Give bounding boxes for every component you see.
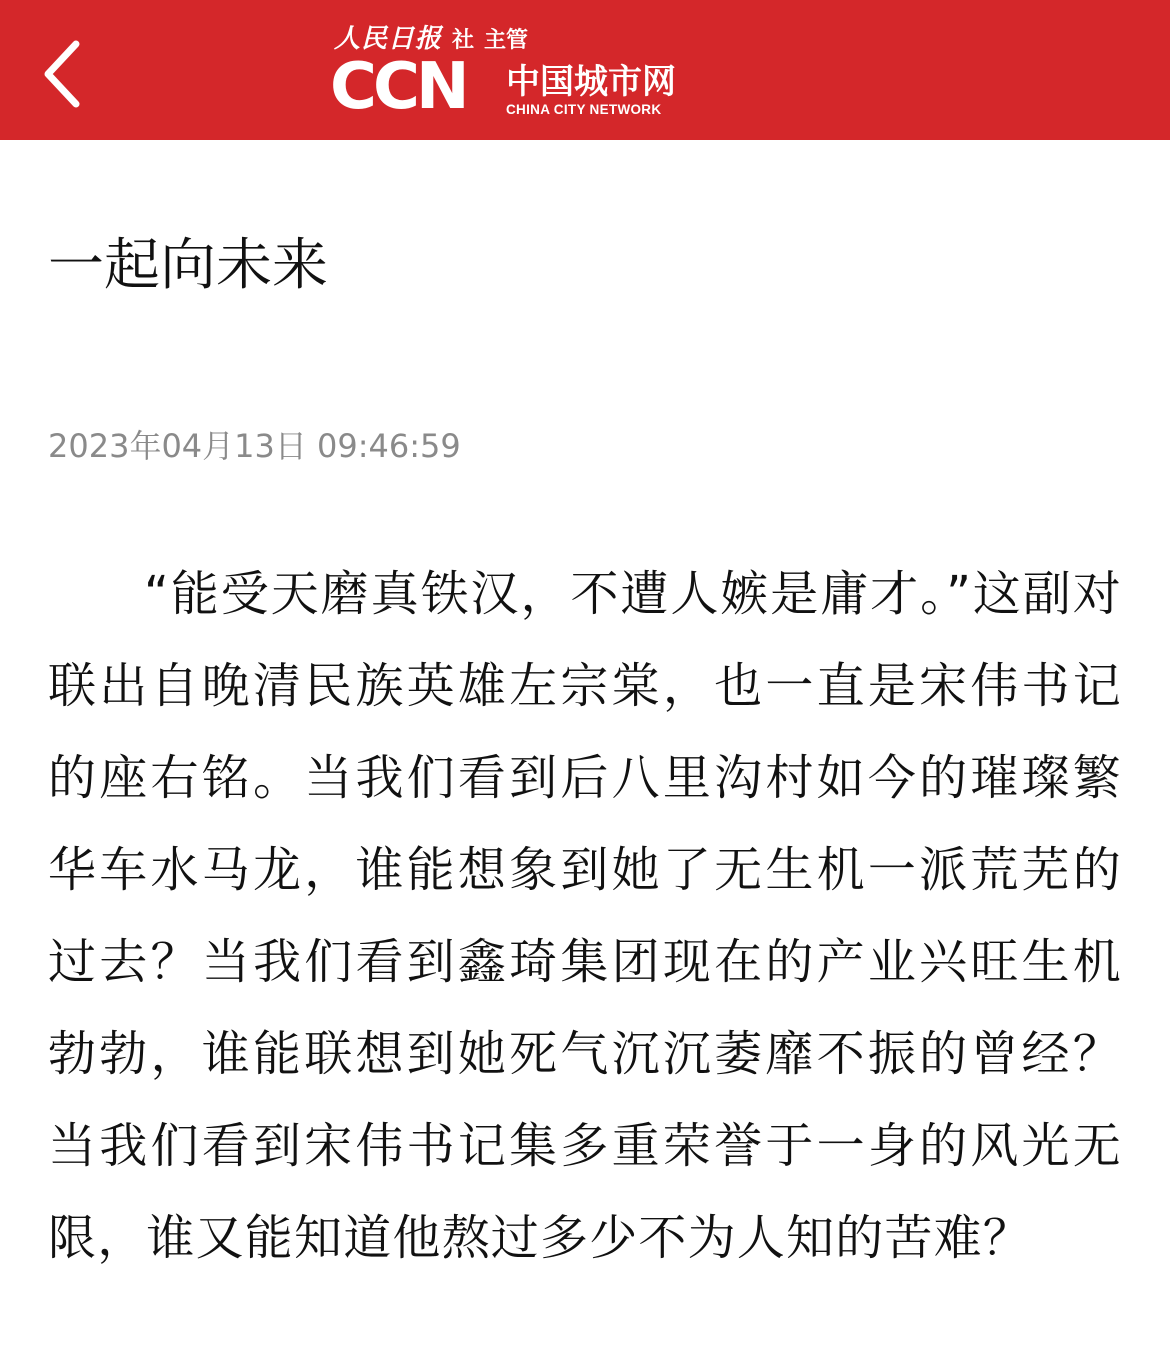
logo-supervision: 主管 — [484, 28, 529, 53]
ccn-logo — [330, 14, 710, 124]
article-timestamp: 2023年04月13日 09:46:59 — [48, 427, 461, 465]
article-paragraph: “能受天磨真铁汉，不遭人嫉是庸才。”这副对联出自晚清民族英雄左宗棠，也一直是宋伟书记的座右铭。当我们看到后八里沟村如今的璀璨繁华车水马龙，谁能想象到她了无生机一派荒芜的过去？当我们看到鑫琦集团现在的产业兴旺生机勃勃，谁能联想到她死气沉沉萎靡不振的曾经？当我们看到宋伟书记集多重荣誉于一身的风光无限，谁又能知道他熬过多少不为人知的苦难？ — [48, 566, 1122, 1266]
logo-mark: CCN — [330, 50, 466, 124]
logo-publisher-suffix: 社 — [452, 28, 475, 53]
app-header — [0, 0, 1170, 140]
article-body — [48, 548, 1122, 1284]
article-title: 一起向未来 — [48, 233, 328, 298]
logo-publisher: 人民日报 — [334, 24, 443, 54]
logo-name-cn: 中国城市网 — [506, 62, 676, 102]
back-button[interactable] — [28, 30, 98, 110]
chevron-left-icon — [28, 30, 98, 110]
logo-name-en: CHINA CITY NETWORK — [506, 102, 662, 117]
